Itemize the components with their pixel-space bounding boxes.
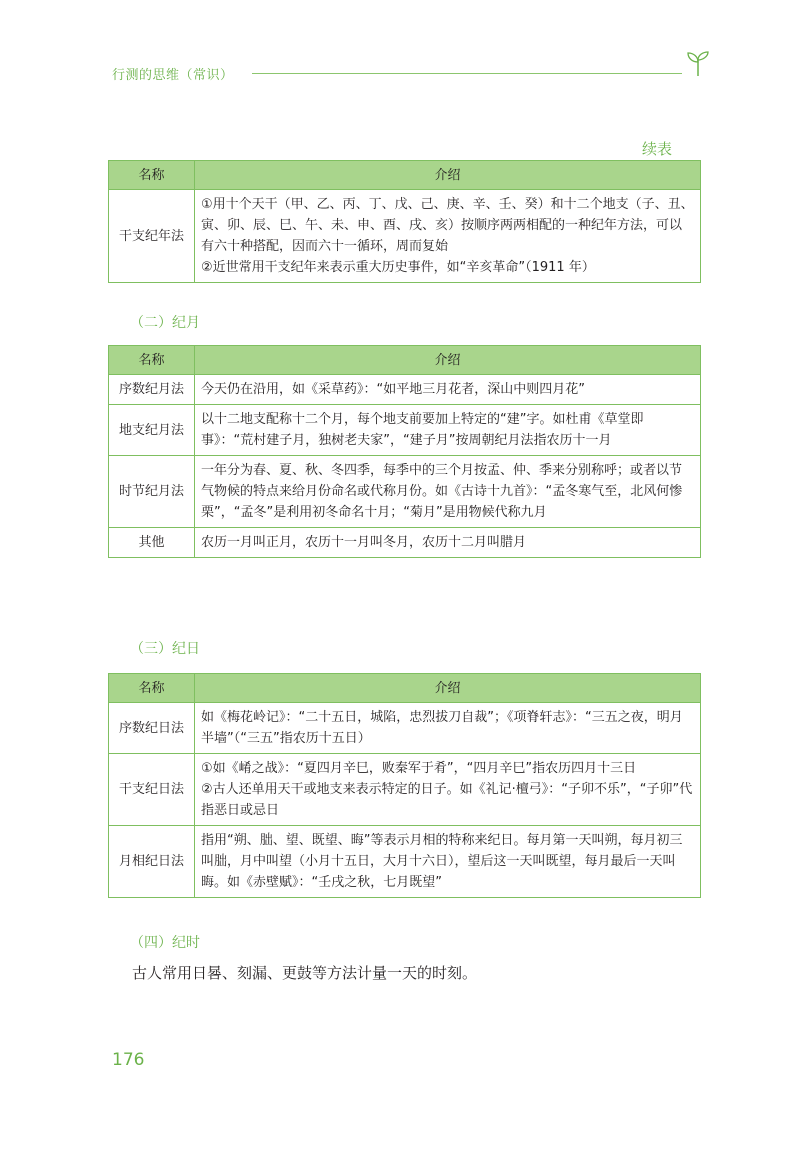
column-header-name: 名称 (109, 161, 195, 190)
section-heading-month: （二）纪月 (130, 315, 200, 331)
row-intro: 农历一月叫正月，农历十一月叫冬月，农历十二月叫腊月 (195, 528, 701, 558)
intro-line: ①用十个天干（甲、乙、丙、丁、戊、己、庚、辛、壬、癸）和十二个地支（子、丑、寅、卯、辰、巳、午、未、申、酉、戌、亥）按顺序两两相配的一种纪年方法，可以有六十种搭配，因而六十一循环，周而复始 (201, 197, 694, 254)
row-name: 干支纪年法 (109, 190, 195, 283)
year-recording-table (108, 160, 701, 283)
page-number: 176 (112, 1050, 145, 1070)
section-heading-day: （三）纪日 (130, 641, 200, 657)
row-name: 序数纪日法 (109, 703, 195, 754)
column-header-intro: 介绍 (195, 161, 701, 190)
table-header-row (109, 346, 701, 375)
row-name: 其他 (109, 528, 195, 558)
table-header-row (109, 161, 701, 190)
month-recording-table (108, 345, 701, 558)
row-intro (195, 703, 701, 754)
column-header-name: 名称 (109, 346, 195, 375)
column-header-name: 名称 (109, 674, 195, 703)
table-row (109, 754, 701, 826)
page-header (112, 58, 712, 88)
header-rule (252, 73, 682, 74)
row-intro: 以十二地支配称十二个月，每个地支前要加上特定的“建”字。如杜甫《草堂即事》：“荒村建子月，独树老夫家”，“建子月”按周朝纪月法指农历十一月 (195, 405, 701, 456)
table-row (109, 375, 701, 405)
row-intro (195, 826, 701, 898)
section-body-text: 古人常用日晷、刻漏、更鼓等方法计量一天的时刻。 (132, 964, 478, 982)
row-name: 地支纪月法 (109, 405, 195, 456)
table-row (109, 456, 701, 528)
column-header-intro: 介绍 (195, 346, 701, 375)
row-name: 月相纪日法 (109, 826, 195, 898)
section-heading-hour: （四）纪时 (130, 935, 200, 951)
row-name: 干支纪日法 (109, 754, 195, 826)
column-header-intro: 介绍 (195, 674, 701, 703)
row-intro: 一年分为春、夏、秋、冬四季，每季中的三个月按孟、仲、季来分别称呼；或者以节气物候的特点来给月份命名或代称月份。如《古诗十九首》：“孟冬寒气至，北风何惨栗”，“孟冬”是利用初冬命名十月；“菊月”是用物候代称九月 (195, 456, 701, 528)
day-recording-table (108, 673, 701, 898)
row-intro: 今天仍在沿用，如《采草药》：“如平地三月花者，深山中则四月花” (195, 375, 701, 405)
intro-line: 如《梅花岭记》：“二十五日，城陷，忠烈拔刀自裁”；《项脊轩志》：“三五之夜，明月半墙”（“三五”指农历十五日） (201, 710, 683, 746)
sprout-icon (684, 50, 712, 78)
row-intro (195, 754, 701, 826)
header-title: 行测的思维（常识） (112, 68, 234, 83)
table-header-row (109, 674, 701, 703)
table-row (109, 826, 701, 898)
row-name: 序数纪月法 (109, 375, 195, 405)
intro-line: 指用“朔、朏、望、既望、晦”等表示月相的特称来纪日。每月第一天叫朔，每月初三叫朏，月中叫望（小月十五日，大月十六日），望后这一天叫既望，每月最后一天叫晦。如《赤壁赋》：“壬戌之秋，七月既望” (201, 833, 683, 890)
row-intro (195, 190, 701, 283)
continued-table-label: 续表 (642, 140, 673, 158)
intro-line: ②近世常用干支纪年来表示重大历史事件，如“辛亥革命”（1911 年） (201, 260, 595, 275)
table-row (109, 528, 701, 558)
intro-line: ①如《崤之战》：“夏四月辛巳，败秦军于肴”，“四月辛巳”指农历四月十三日 (201, 761, 637, 776)
row-name: 时节纪月法 (109, 456, 195, 528)
table-row (109, 405, 701, 456)
intro-line: ②古人还单用天干或地支来表示特定的日子。如《礼记·檀弓》：“子卯不乐”，“子卯”代指恶日或忌日 (201, 782, 693, 818)
table-row (109, 190, 701, 283)
table-row (109, 703, 701, 754)
